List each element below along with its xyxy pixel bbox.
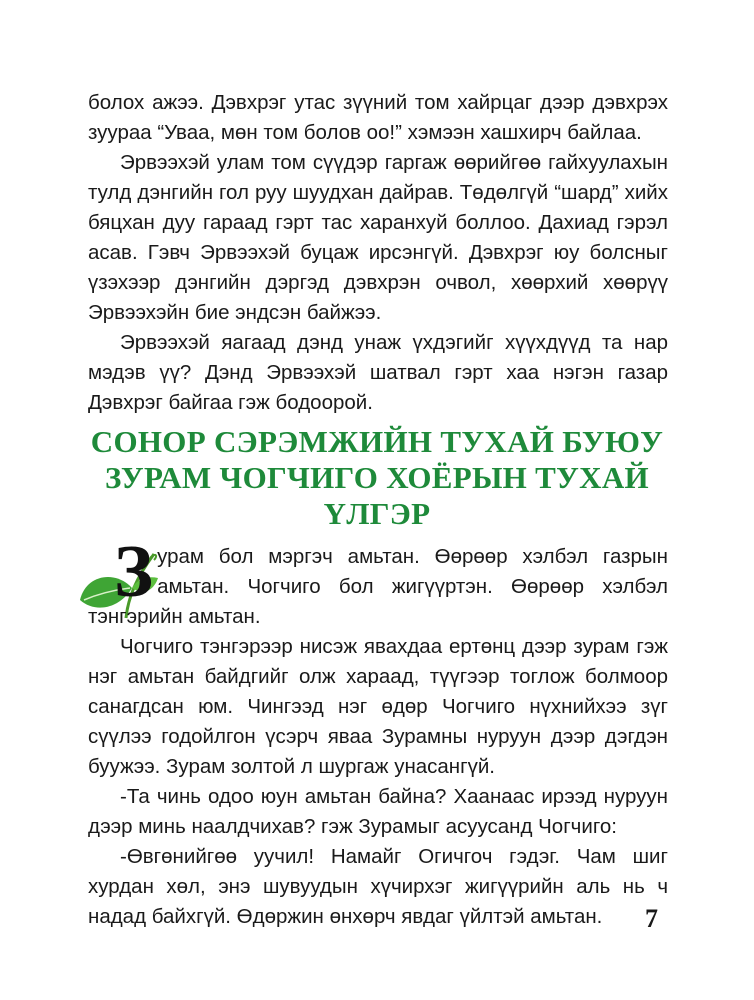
title-line: СОНОР СЭРЭМЖИЙН ТУХАЙ БУЮУ [90, 424, 664, 459]
story-text [88, 531, 668, 932]
page-number: 7 [645, 904, 658, 933]
paragraph: Чогчиго тэнгэрээр нисэж явахдаа ертөнц дээр зурам гэж нэг амьтан байдгийг олж хараад, түүгээр тоглож болмоор санагдсан юм. Чингээд нэг өдөр Чогчиго нүхнийхээ зүг сүүлээ годойлгон үсэрч яваа Зурамны нуруун дээр дэгдэн буужээ. Зурам золтой л шургаж унасангүй. [88, 635, 668, 778]
title-line: ҮЛГЭР [323, 496, 431, 531]
intro-text [88, 88, 668, 418]
drop-cap: З [114, 531, 154, 613]
paragraph-text: урам бол мэргэч амьтан. Өөрөөр хэлбэл газрын амьтан. Чогчиго бол жигүүртэн. Өөрөөр хэлбэл тэнгэрийн амьтан. [88, 545, 668, 628]
paragraph: Эрвээхэй яагаад дэнд унаж үхдэгийг хүүхдүүд та нар мэдэв үү? Дэнд Эрвээхэй шатвал гэрт хаа нэгэн газар Дэвхрэг байгаа гэж бодоорой. [88, 331, 668, 414]
paragraph: Эрвээхэй улам том сүүдэр гаргаж өөрийгөө гайхуулахын тулд дэнгийн гол руу шуудхан дайрав. Төдөлгүй “шард” хийх бяцхан дуу гараад гэрт тас харанхуй боллоо. Дахиад гэрэл асав. Гэвч Эрвээхэй буцаж ирсэнгүй. Дэвхрэг юу болсныг үзэхээр дэнгийн дэргэд дэвхрэн очвол, хөөрхий хөөрүү Эрвээхэйн бие эндсэн байжээ. [88, 151, 668, 324]
paragraph: болох ажээ. Дэвхрэг утас зүүний том хайрцаг дээр дэвхрэх зуураа “Уваа, мөн том болов оо!” хэмээн хашхирч байлаа. [88, 91, 668, 144]
paragraph [88, 531, 668, 632]
story-title [40, 424, 714, 532]
paragraph: -Өвгөнийгөө уучил! Намайг Огичгоч гэдэг. Чам шиг хурдан хөл, энэ шувуудын хүчирхэг жигүүрийн аль нь ч надад байхгүй. Өдөржин өнхөрч явдаг үйлтэй амьтан. [88, 845, 668, 928]
paragraph: -Та чинь одоо юун амьтан байна? Хаанаас ирээд нуруун дээр минь наалдчихав? гэж Зурамыг асуусанд Чогчиго: [88, 785, 668, 838]
title-line: ЗУРАМ ЧОГЧИГО ХОЁРЫН ТУХАЙ [105, 460, 649, 495]
